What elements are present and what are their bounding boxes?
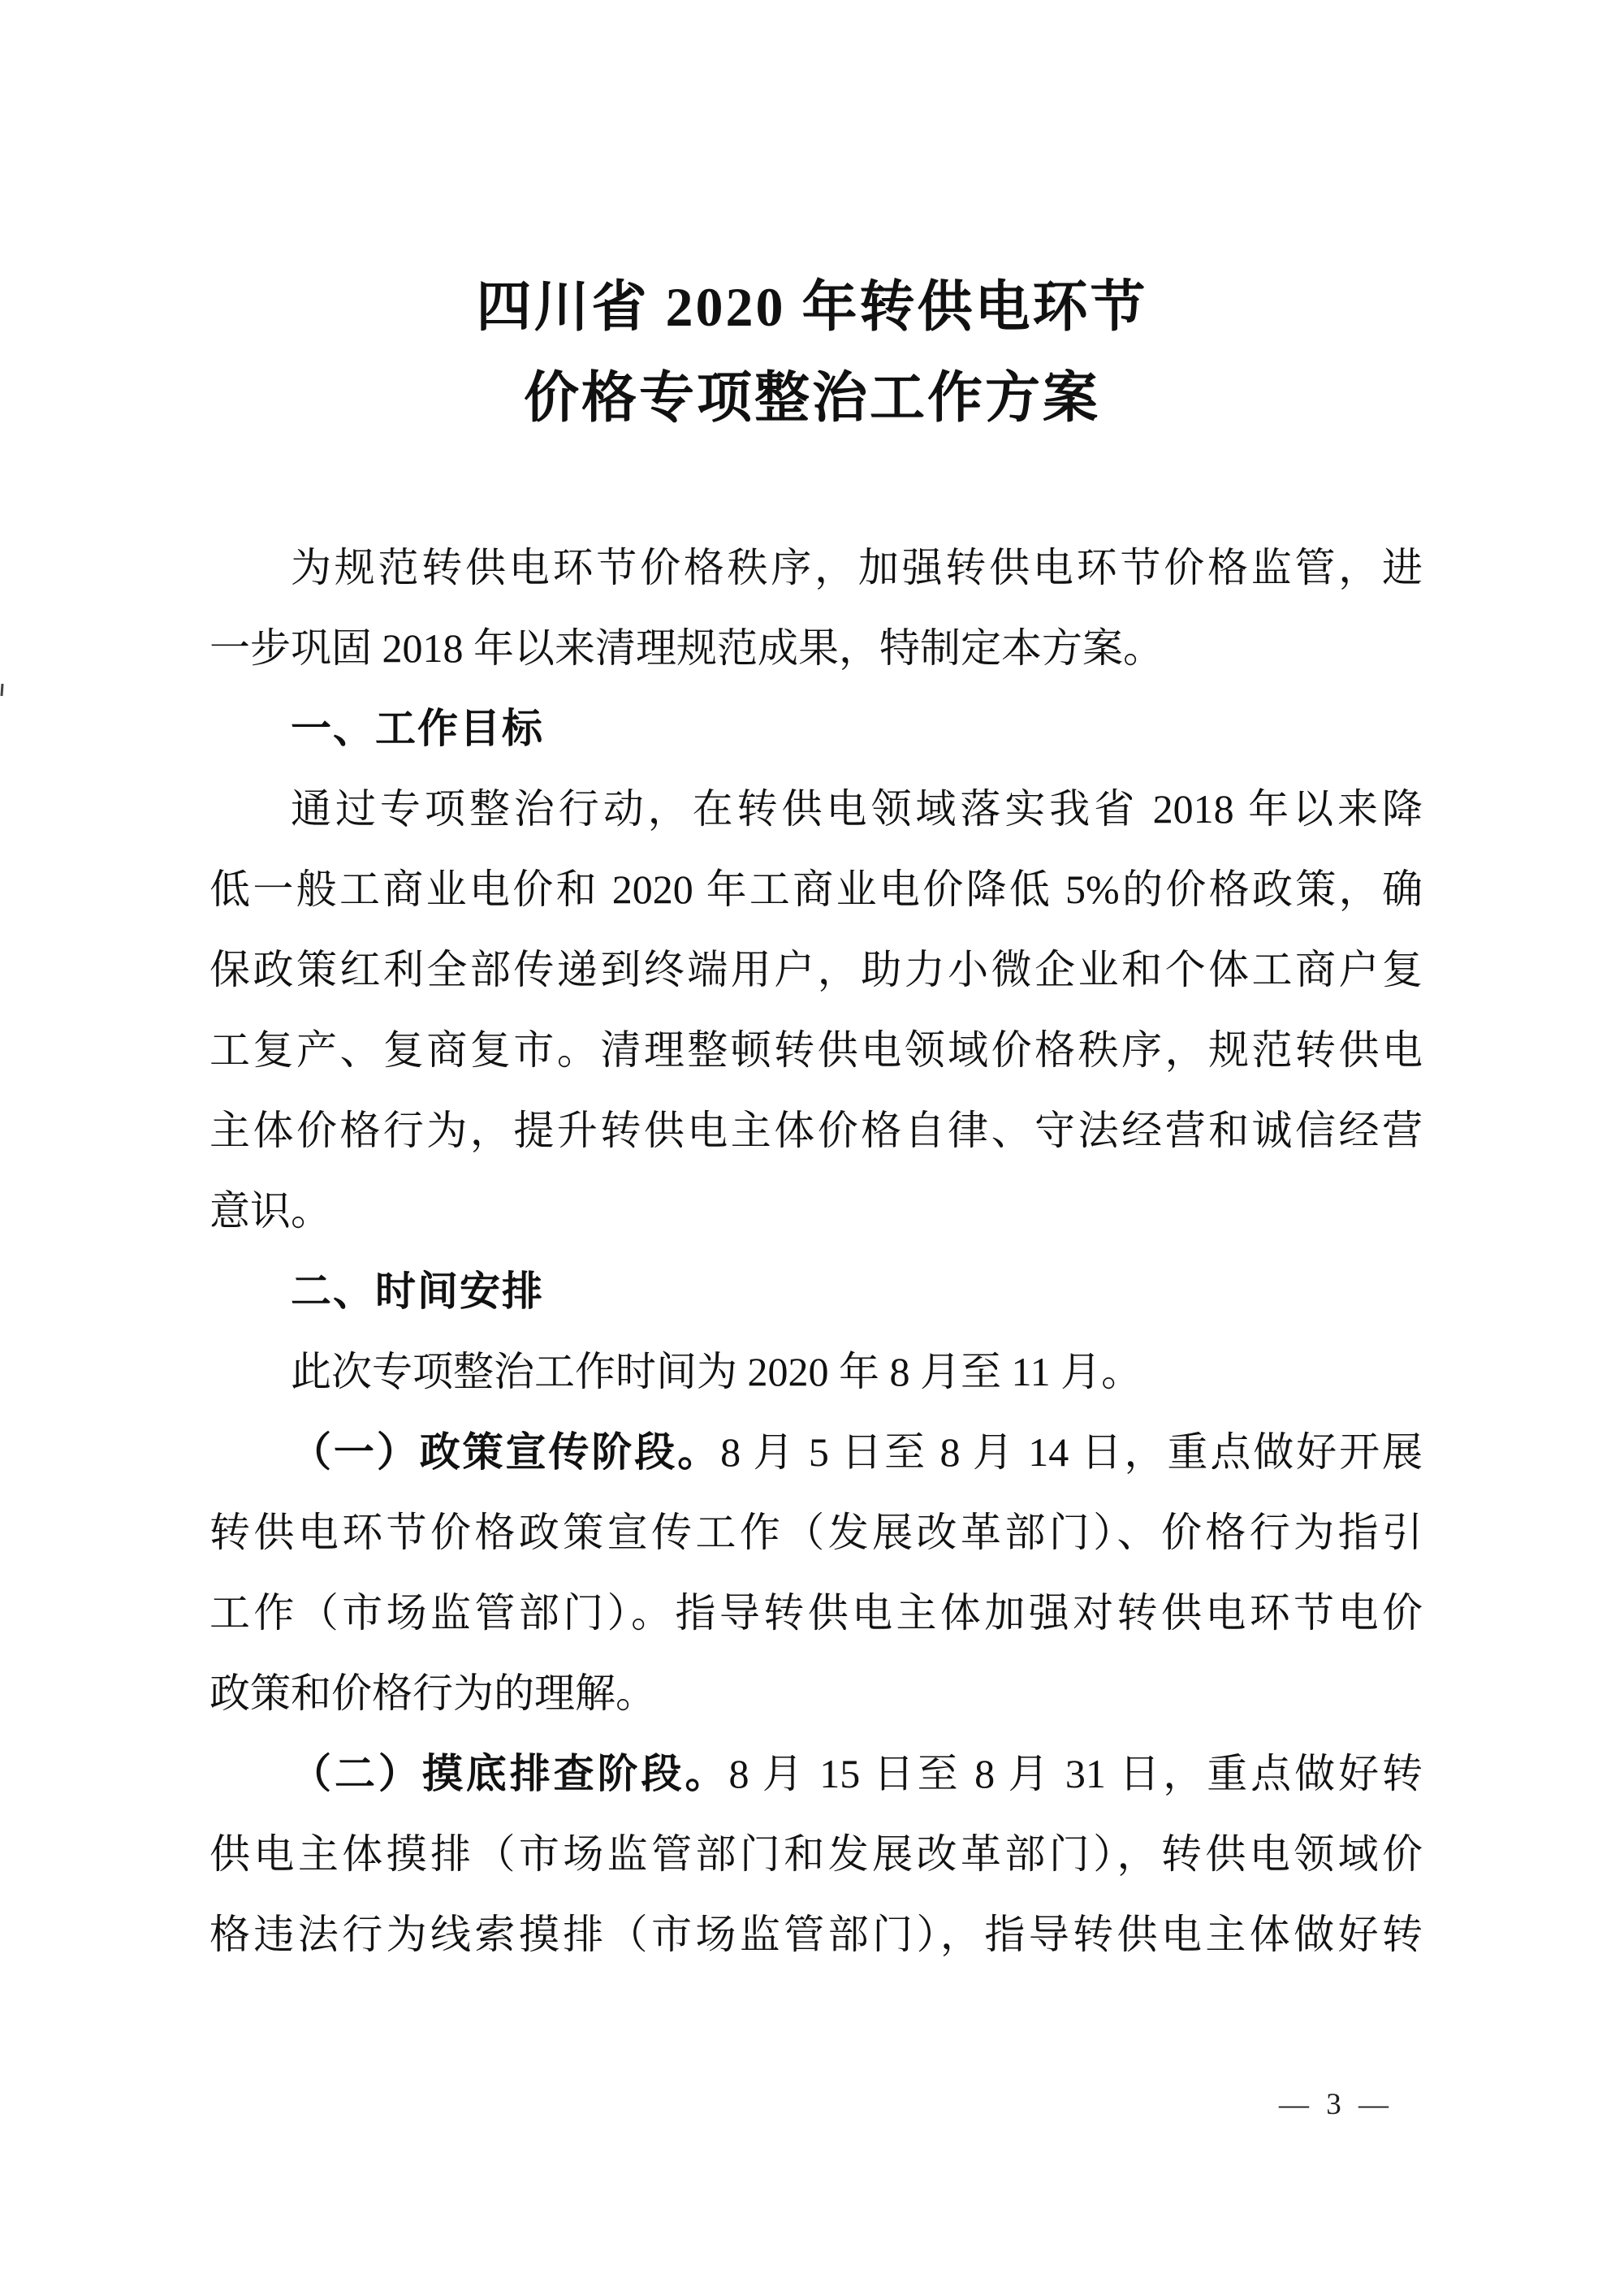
bold-text-segment: 二、时间安排 bbox=[291, 1269, 544, 1314]
body-line bbox=[209, 1171, 1423, 1251]
text-segment: 工复产、复商复市。清理整顿转供电领域价格秩序，规范转供电 bbox=[209, 1027, 1423, 1073]
body-line bbox=[209, 528, 1423, 608]
text-segment: 为规范转供电环节价格秩序，加强转供电环节价格监管，进 bbox=[291, 545, 1423, 590]
section-heading bbox=[209, 1251, 1423, 1332]
body-line bbox=[209, 1493, 1423, 1573]
body-line bbox=[209, 930, 1423, 1010]
text-segment: 保政策红利全部传递到终端用户，助力小微企业和个体工商户复 bbox=[209, 947, 1423, 992]
body-line bbox=[209, 1734, 1423, 1814]
text-segment: 工作（市场监管部门）。指导转供电主体加强对转供电环节电价 bbox=[209, 1590, 1423, 1636]
bold-text-segment: （二）摸底排查阶段。 bbox=[291, 1751, 729, 1796]
body-line bbox=[209, 1010, 1423, 1091]
page-number: — 3 — bbox=[1279, 2088, 1393, 2121]
text-segment: 主体价格行为，提升转供电主体价格自律、守法经营和诚信经营 bbox=[209, 1108, 1423, 1153]
text-segment: 政策和价格行为的理解。 bbox=[209, 1670, 656, 1716]
body-line bbox=[209, 1814, 1423, 1895]
document-title bbox=[0, 261, 1624, 443]
body-line bbox=[209, 608, 1423, 689]
bold-text-segment: 一、工作目标 bbox=[291, 706, 544, 751]
text-segment: 通过专项整治行动，在转供电领域落实我省 2018 年以来降 bbox=[291, 786, 1423, 832]
text-segment: 意识。 bbox=[209, 1188, 331, 1234]
scan-artifact bbox=[0, 684, 3, 696]
body-line bbox=[209, 1412, 1423, 1493]
bold-text-segment: （一）政策宣传阶段。 bbox=[291, 1429, 721, 1475]
text-segment: 8 月 5 日至 8 月 14 日，重点做好开展 bbox=[720, 1429, 1423, 1475]
text-segment: 格违法行为线索摸排（市场监管部门），指导转供电主体做好转 bbox=[209, 1912, 1423, 1957]
text-segment: 此次专项整治工作时间为 2020 年 8 月至 11 月。 bbox=[291, 1349, 1142, 1394]
text-segment: 一步巩固 2018 年以来清理规范成果，特制定本方案。 bbox=[209, 625, 1164, 671]
body-line bbox=[209, 1653, 1423, 1734]
text-segment: 转供电环节价格政策宣传工作（发展改革部门）、价格行为指引 bbox=[209, 1510, 1423, 1555]
body-line bbox=[209, 1573, 1423, 1653]
body-line bbox=[209, 849, 1423, 930]
body-line bbox=[209, 1895, 1423, 1975]
body-line bbox=[209, 1091, 1423, 1171]
document-body bbox=[209, 528, 1423, 1975]
text-segment: 供电主体摸排（市场监管部门和发展改革部门），转供电领域价 bbox=[209, 1831, 1423, 1877]
body-line bbox=[209, 1332, 1423, 1412]
document-title-line-1: 四川省 2020 年转供电环节 bbox=[476, 276, 1148, 338]
text-segment: 低一般工商业电价和 2020 年工商业电价降低 5%的价格政策，确 bbox=[209, 867, 1423, 912]
section-heading bbox=[209, 689, 1423, 769]
body-line bbox=[209, 769, 1423, 849]
text-segment: 8 月 15 日至 8 月 31 日，重点做好转 bbox=[728, 1751, 1423, 1796]
document-title-line-2: 价格专项整治工作方案 bbox=[523, 367, 1100, 429]
